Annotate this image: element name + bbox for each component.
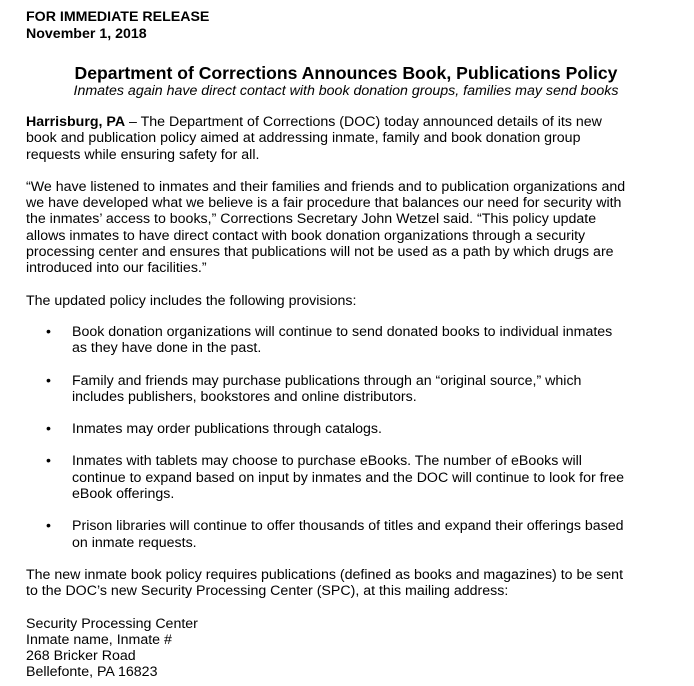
intro-paragraph: [26, 114, 682, 163]
quote-line: allows inmates to have direct contact with book donation organizations through a security: [26, 227, 586, 244]
address-line: 268 Bricker Road: [26, 648, 136, 665]
policy-line: The new inmate book policy requires publications (defined as books and magazines) to be sent: [26, 566, 624, 583]
intro-line: – The Department of Corrections (DOC) today announced details of its new: [125, 114, 602, 130]
address-line: Inmate name, Inmate #: [26, 631, 172, 648]
address-line: Security Processing Center: [26, 615, 198, 632]
list-item-line: Inmates with tablets may choose to purchase eBooks. The number of eBooks will: [72, 453, 582, 470]
list-item: [26, 373, 682, 406]
quote-line: the inmates’ access to books,” Corrections Secretary John Wetzel said. “This policy update: [26, 211, 597, 228]
list-item-line: Prison libraries will continue to offer thousands of titles and expand their offerings based: [72, 518, 624, 535]
headline-title: Department of Corrections Announces Book, Publications Policy: [74, 63, 618, 83]
list-item-line: Book donation organizations will continue to send donated books to individual inmates: [72, 323, 613, 340]
mailing-address: [26, 616, 682, 681]
list-item-line: continue to expand based on input by inmates and the DOC will continue to look for free: [72, 469, 625, 486]
dateline: Harrisburg, PA: [26, 114, 126, 130]
intro-line: book and publication policy aimed at addressing inmate, family and book donation group: [26, 130, 581, 147]
list-item-line: includes publishers, bookstores and online distributors.: [72, 388, 417, 405]
list-item-line: on inmate requests.: [72, 534, 197, 551]
policy-line: to the DOC’s new Security Processing Center (SPC), at this mailing address:: [26, 583, 509, 600]
address-line: Bellefonte, PA 16823: [26, 664, 158, 681]
release-header: [26, 9, 682, 42]
provisions-intro: The updated policy includes the following provisions:: [26, 292, 357, 309]
list-item-line: as they have done in the past.: [72, 340, 262, 357]
intro-line: requests while ensuring safety for all.: [26, 146, 260, 163]
quote-line: processing center and ensures that publications will not be used as a path by which drugs are: [26, 244, 614, 261]
policy-paragraph: [26, 567, 682, 600]
list-item: [26, 453, 682, 502]
list-item-line: eBook offerings.: [72, 486, 175, 503]
quote-line: introduced into our facilities.”: [26, 260, 207, 277]
release-label: FOR IMMEDIATE RELEASE: [26, 9, 210, 25]
quote-paragraph: [26, 179, 682, 277]
list-item: [26, 324, 682, 357]
headline-subtitle: Inmates again have direct contact with book donation groups, families may send books: [73, 83, 619, 99]
release-date: November 1, 2018: [26, 25, 147, 42]
bullet: •: [46, 372, 51, 389]
list-item-line: Inmates may order publications through catalogs.: [72, 421, 382, 438]
bullet: •: [46, 323, 51, 340]
list-item: [26, 518, 682, 551]
quote-line: “We have listened to inmates and their families and friends and to publication organizations and: [26, 178, 626, 195]
list-item: [26, 421, 682, 437]
press-release-page: [26, 9, 682, 681]
quote-line: we have developed what we believe is a fair procedure that balances our need for security with: [26, 195, 622, 212]
bullet: •: [46, 518, 51, 535]
bullet: •: [46, 421, 51, 438]
provisions-list: [26, 324, 682, 551]
list-item-line: Family and friends may purchase publications through an “original source,” which: [72, 372, 582, 389]
bullet: •: [46, 453, 51, 470]
